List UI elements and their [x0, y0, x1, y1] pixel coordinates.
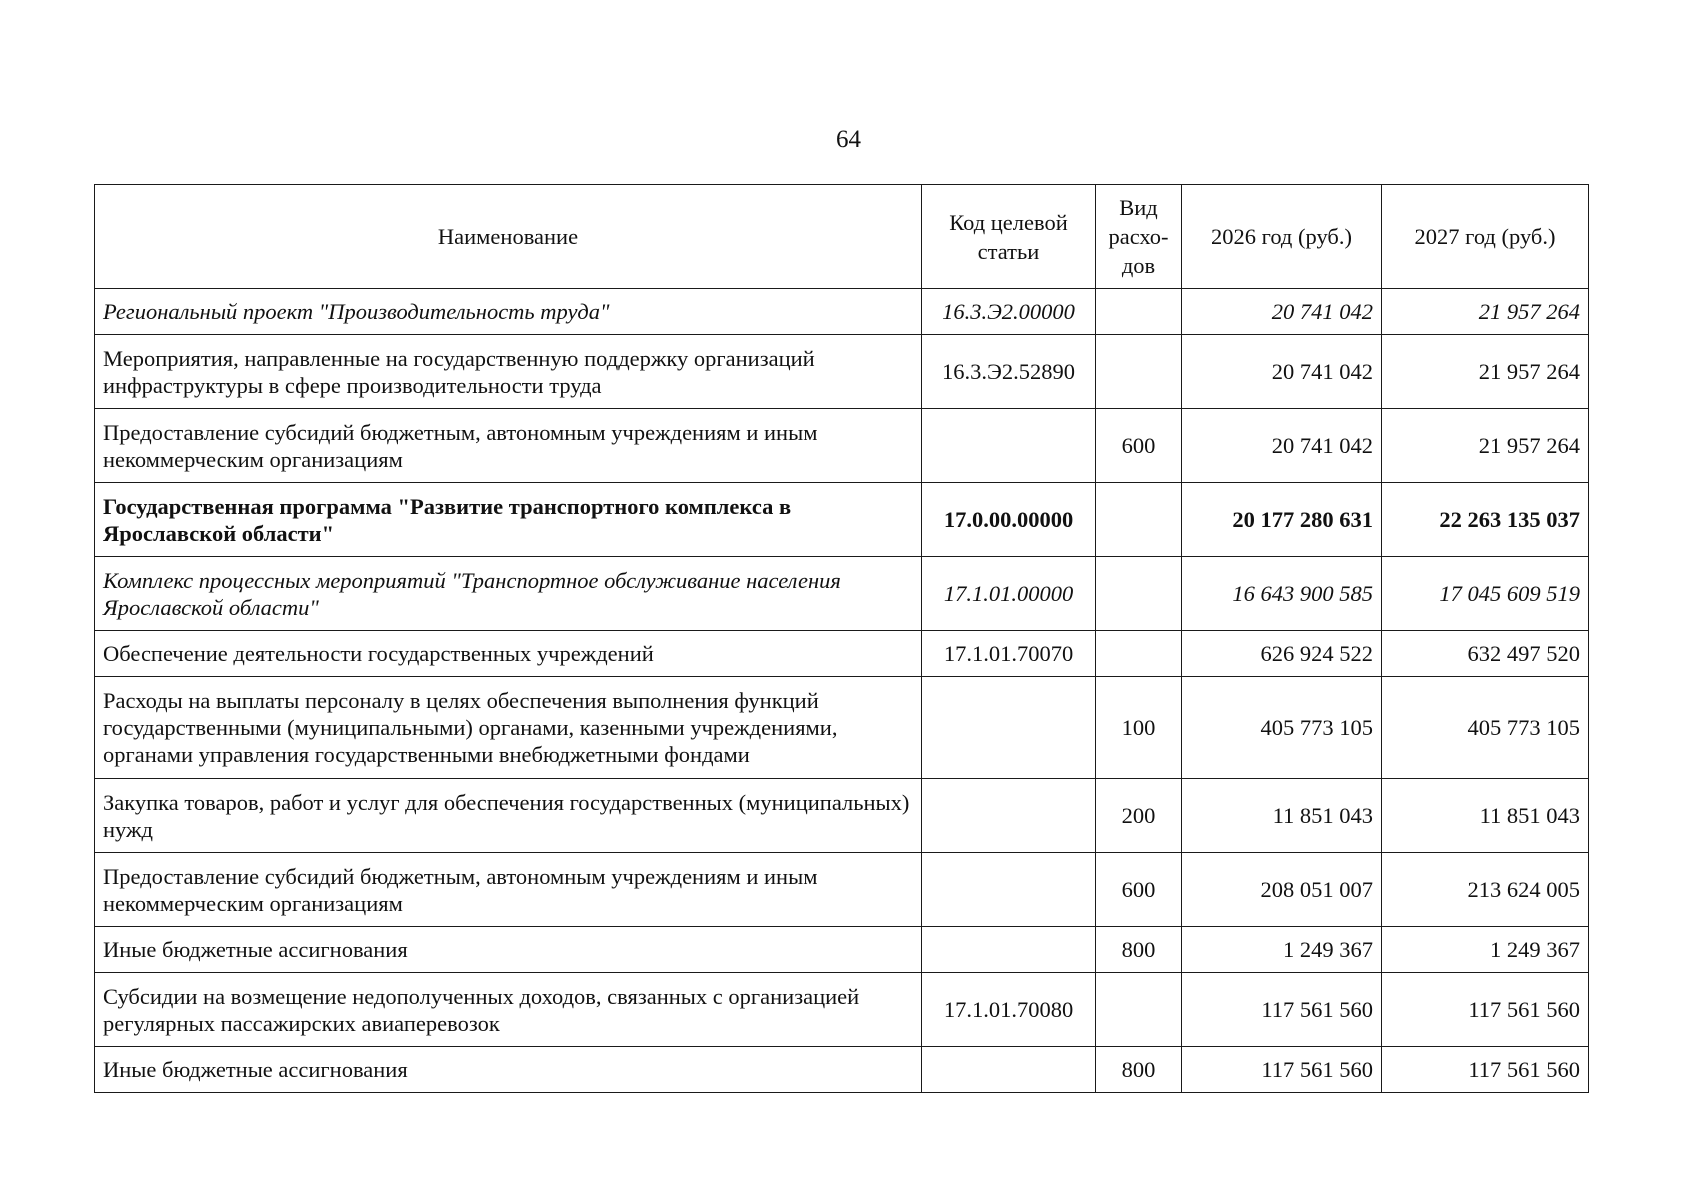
row-code [922, 409, 1096, 483]
row-name: Иные бюджетные ассигнования [95, 927, 922, 973]
table-row [95, 631, 1589, 677]
row-code [922, 853, 1096, 927]
row-name: Обеспечение деятельности государственных учреждений [95, 631, 922, 677]
row-2027: 17 045 609 519 [1382, 557, 1589, 631]
row-2026: 1 249 367 [1182, 927, 1382, 973]
row-type: 800 [1096, 927, 1182, 973]
table-row [95, 1047, 1589, 1093]
row-2027: 117 561 560 [1382, 973, 1589, 1047]
row-2027: 1 249 367 [1382, 927, 1589, 973]
table-header-row [95, 185, 1589, 289]
budget-table [94, 184, 1589, 1093]
row-type [1096, 335, 1182, 409]
table-row [95, 927, 1589, 973]
row-code: 17.0.00.00000 [922, 483, 1096, 557]
table-row [95, 483, 1589, 557]
table-row [95, 289, 1589, 335]
row-type [1096, 631, 1182, 677]
header-type: Вид расхо-дов [1096, 185, 1182, 289]
row-2027: 213 624 005 [1382, 853, 1589, 927]
row-code: 16.3.Э2.52890 [922, 335, 1096, 409]
row-2026: 405 773 105 [1182, 677, 1382, 779]
row-type [1096, 483, 1182, 557]
row-code [922, 779, 1096, 853]
row-name: Региональный проект "Производительность труда" [95, 289, 922, 335]
row-name: Иные бюджетные ассигнования [95, 1047, 922, 1093]
row-code: 17.1.01.70070 [922, 631, 1096, 677]
table-row [95, 677, 1589, 779]
row-name: Расходы на выплаты персоналу в целях обеспечения выполнения функций государственными (муниципальными) органами, казенными учреждениями, органами управления государственными внебюджетными фондами [95, 677, 922, 779]
row-2026: 117 561 560 [1182, 1047, 1382, 1093]
row-name: Предоставление субсидий бюджетным, автономным учреждениям и иным некоммерческим организациям [95, 409, 922, 483]
row-2027: 632 497 520 [1382, 631, 1589, 677]
row-type: 600 [1096, 853, 1182, 927]
row-2026: 208 051 007 [1182, 853, 1382, 927]
table-row [95, 557, 1589, 631]
row-2027: 21 957 264 [1382, 335, 1589, 409]
row-code [922, 1047, 1096, 1093]
row-code: 17.1.01.70080 [922, 973, 1096, 1047]
row-code: 17.1.01.00000 [922, 557, 1096, 631]
row-type [1096, 289, 1182, 335]
row-name: Субсидии на возмещение недополученных доходов, связанных с организацией регулярных пассажирских авиаперевозок [95, 973, 922, 1047]
header-2026: 2026 год (руб.) [1182, 185, 1382, 289]
header-name: Наименование [95, 185, 922, 289]
row-2026: 117 561 560 [1182, 973, 1382, 1047]
table-row [95, 779, 1589, 853]
row-type [1096, 557, 1182, 631]
table-row [95, 335, 1589, 409]
row-name: Комплекс процессных мероприятий "Транспортное обслуживание населения Ярославской области" [95, 557, 922, 631]
row-type [1096, 973, 1182, 1047]
row-type: 200 [1096, 779, 1182, 853]
row-2027: 21 957 264 [1382, 409, 1589, 483]
row-type: 600 [1096, 409, 1182, 483]
row-2026: 20 741 042 [1182, 289, 1382, 335]
row-2027: 21 957 264 [1382, 289, 1589, 335]
page-number: 64 [836, 126, 861, 153]
row-2026: 20 741 042 [1182, 409, 1382, 483]
row-2027: 11 851 043 [1382, 779, 1589, 853]
row-2027: 405 773 105 [1382, 677, 1589, 779]
row-type: 800 [1096, 1047, 1182, 1093]
row-2027: 22 263 135 037 [1382, 483, 1589, 557]
row-2026: 20 177 280 631 [1182, 483, 1382, 557]
row-2026: 11 851 043 [1182, 779, 1382, 853]
row-2026: 626 924 522 [1182, 631, 1382, 677]
header-code: Код целевой статьи [922, 185, 1096, 289]
row-name: Государственная программа "Развитие транспортного комплекса в Ярославской области" [95, 483, 922, 557]
row-name: Закупка товаров, работ и услуг для обеспечения государственных (муниципальных) нужд [95, 779, 922, 853]
row-code [922, 677, 1096, 779]
table-row [95, 973, 1589, 1047]
row-code [922, 927, 1096, 973]
row-name: Предоставление субсидий бюджетным, автономным учреждениям и иным некоммерческим организациям [95, 853, 922, 927]
row-2026: 16 643 900 585 [1182, 557, 1382, 631]
row-2027: 117 561 560 [1382, 1047, 1589, 1093]
row-code: 16.3.Э2.00000 [922, 289, 1096, 335]
table-row [95, 853, 1589, 927]
table-row [95, 409, 1589, 483]
row-2026: 20 741 042 [1182, 335, 1382, 409]
header-2027: 2027 год (руб.) [1382, 185, 1589, 289]
row-name: Мероприятия, направленные на государственную поддержку организаций инфраструктуры в сфере производительности труда [95, 335, 922, 409]
row-type: 100 [1096, 677, 1182, 779]
